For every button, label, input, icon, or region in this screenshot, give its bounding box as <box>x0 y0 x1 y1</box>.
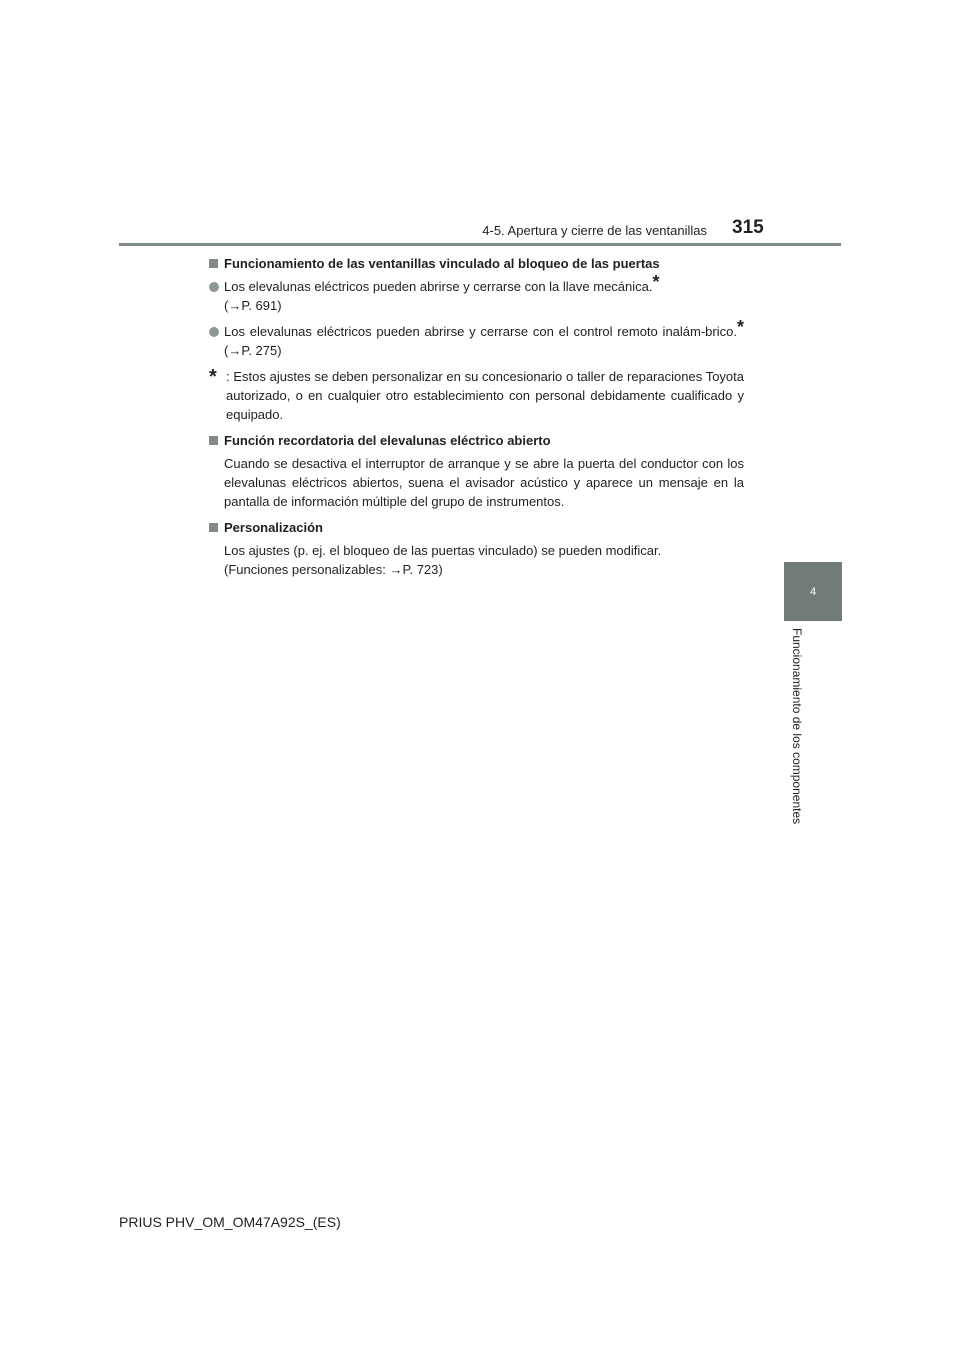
footnote-marker: * <box>736 317 744 337</box>
footnote-text: : Estos ajustes se deben personalizar en su concesionario o taller de reparaciones Toyota autorizado, o en cualquier otro establecimiento con personal debidamente cualificado y equipado. <box>226 369 744 422</box>
footnote <box>209 367 744 424</box>
chapter-number: 4 <box>809 585 817 598</box>
section-body-line: Los ajustes (p. ej. el bloqueo de las puertas vinculado) se pueden modificar. <box>224 543 662 558</box>
circle-bullet-icon <box>209 282 219 292</box>
square-bullet-icon <box>209 259 218 268</box>
header-rule <box>119 243 841 246</box>
bullet-item <box>209 317 744 360</box>
bullet-text: Los elevalunas eléctricos pueden abrirse y cerrarse con la llave mecánica. <box>224 279 653 294</box>
section-heading-text: Funcionamiento de las ventanillas vinculado al bloqueo de las puertas <box>224 256 660 271</box>
square-bullet-icon <box>209 523 218 532</box>
page-content <box>209 255 744 587</box>
chapter-tab <box>784 562 842 621</box>
footnote-marker: * <box>652 272 660 292</box>
footnote-star: * <box>209 366 217 388</box>
square-bullet-icon <box>209 436 218 445</box>
page-reference-link[interactable]: (→P. 275) <box>224 343 282 358</box>
section-heading-customization <box>209 519 744 537</box>
section-heading-reminder <box>209 432 744 450</box>
bullet-text: Los elevalunas eléctricos pueden abrirse y cerrarse con el control remoto inalám-brico. <box>224 324 737 339</box>
chapter-side-label: Funcionamiento de los componentes <box>790 628 804 825</box>
page-number: 315 <box>732 217 764 238</box>
circle-bullet-icon <box>209 327 219 337</box>
page-reference-link[interactable]: (→P. 691) <box>224 298 282 313</box>
page-reference-link[interactable]: (Funciones personalizables: →P. 723) <box>224 562 443 577</box>
bullet-item <box>209 272 744 315</box>
footer-document-id: PRIUS PHV_OM_OM47A92S_(ES) <box>119 1214 341 1230</box>
section-body <box>209 541 744 579</box>
section-body: Cuando se desactiva el interruptor de arranque y se abre la puerta del conductor con los elevalunas eléctricos abiertos, suena el avisador acústico y aparece un mensaje en la pantalla de información múltiple del grupo de instrumentos. <box>224 456 744 509</box>
section-heading-text: Personalización <box>224 520 323 535</box>
section-heading-text: Función recordatoria del elevalunas eléctrico abierto <box>224 433 551 448</box>
section-heading-window-lock-link <box>209 255 744 273</box>
running-header-section: 4-5. Apertura y cierre de las ventanillas <box>482 223 707 238</box>
